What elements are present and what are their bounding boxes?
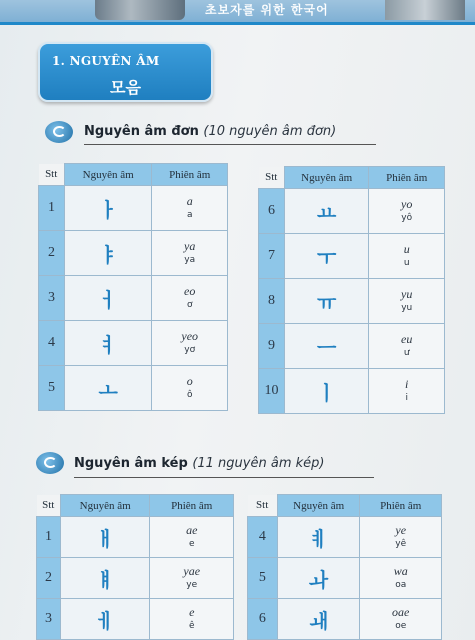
vietnamese-reading: yô (401, 212, 413, 223)
table-row (259, 189, 445, 234)
vietnamese-reading: ư (403, 347, 410, 358)
pronunciation-cell (369, 324, 445, 369)
pronunciation-cell (152, 186, 228, 231)
pronunciation-cell (369, 279, 445, 324)
vietnamese-reading: yê (395, 538, 407, 549)
row-number: 9 (259, 324, 285, 369)
romanization: yae (183, 564, 201, 579)
vietnamese-reading: ye (186, 579, 198, 590)
table-row (37, 599, 234, 640)
compound-vowels-heading (74, 456, 324, 471)
vowel-letter: ㅣ (284, 369, 369, 414)
vietnamese-reading: e (188, 538, 195, 549)
table-header-row (37, 495, 234, 517)
vietnamese-reading: yơ (184, 344, 196, 355)
pronunciation-cell (150, 558, 234, 599)
romanization: e (189, 605, 195, 620)
vowel-letter: ㅐ (60, 517, 150, 558)
column-header-pronunciation: Phiên âm (360, 495, 442, 517)
simple-vowel-table-right (258, 166, 445, 414)
table-row (259, 279, 445, 324)
pronunciation-cell (152, 321, 228, 366)
vietnamese-reading: oe (395, 620, 407, 631)
column-header-pronunciation: Phiên âm (150, 495, 234, 517)
top-divider (0, 22, 475, 25)
row-number: 3 (39, 276, 65, 321)
vowel-letter: ㅑ (64, 231, 152, 276)
simple-vowels-count: (10 nguyên âm đơn) (203, 124, 337, 139)
pronunciation-cell (360, 599, 442, 640)
romanization: yu (401, 287, 413, 302)
section-number-title: 1. NGUYÊN ÂM (52, 54, 160, 68)
table-row (39, 321, 228, 366)
column-header-stt: Stt (248, 495, 278, 517)
row-number: 10 (259, 369, 285, 414)
compound-vowel-table-right (247, 494, 442, 640)
vietnamese-reading: oa (395, 579, 407, 590)
romanization: i (405, 377, 409, 392)
table-row (248, 558, 442, 599)
vowel-letter: ㅛ (284, 189, 369, 234)
vowel-letter: ㅘ (277, 558, 360, 599)
romanization: oae (392, 605, 410, 620)
vietnamese-reading: ya (184, 254, 196, 265)
column-header-vowel: Nguyên âm (277, 495, 360, 517)
romanization: o (186, 374, 193, 389)
table-row (259, 369, 445, 414)
compound-vowels-title: Nguyên âm kép (74, 456, 188, 471)
compound-vowels-underline (74, 477, 374, 478)
column-header-pronunciation: Phiên âm (152, 164, 228, 186)
table-row (248, 599, 442, 640)
pronunciation-cell (369, 189, 445, 234)
vowel-letter: ㅏ (64, 186, 152, 231)
table-row (259, 324, 445, 369)
table-header-row (248, 495, 442, 517)
vietnamese-reading: ơ (186, 299, 193, 310)
column-header-vowel: Nguyên âm (64, 164, 152, 186)
row-number: 3 (37, 599, 61, 640)
vietnamese-reading: ê (188, 620, 195, 631)
vowel-letter: ㅖ (277, 517, 360, 558)
table-row (37, 558, 234, 599)
simple-vowels-heading (84, 124, 336, 139)
row-number: 6 (248, 599, 278, 640)
vietnamese-reading: a (186, 209, 193, 220)
table-row (39, 186, 228, 231)
globe-icon (36, 450, 66, 476)
banner-photo-left (95, 0, 185, 20)
swirl-icon (45, 119, 75, 145)
vowel-letter: ㅙ (277, 599, 360, 640)
table-row (259, 234, 445, 279)
romanization: eo (184, 284, 196, 299)
simple-vowels-underline (84, 144, 376, 145)
simple-vowels-title: Nguyên âm đơn (84, 124, 199, 139)
top-banner (0, 0, 475, 22)
vowel-letter: ㅜ (284, 234, 369, 279)
table-header-row (259, 167, 445, 189)
vowel-letter: ㅠ (284, 279, 369, 324)
simple-vowel-table-left (38, 163, 228, 411)
pronunciation-cell (150, 599, 234, 640)
pronunciation-cell (369, 369, 445, 414)
table-row (37, 517, 234, 558)
romanization: a (186, 194, 193, 209)
romanization: ya (184, 239, 196, 254)
column-header-stt: Stt (37, 495, 61, 517)
pronunciation-cell (369, 234, 445, 279)
vowel-letter: ㅗ (64, 366, 152, 411)
pronunciation-cell (152, 366, 228, 411)
vietnamese-reading: yu (401, 302, 413, 313)
romanization: yeo (181, 329, 199, 344)
row-number: 5 (39, 366, 65, 411)
table-row (39, 366, 228, 411)
row-number: 6 (259, 189, 285, 234)
vietnamese-reading: u (403, 257, 410, 268)
pronunciation-cell (360, 558, 442, 599)
romanization: ae (186, 523, 198, 538)
row-number: 8 (259, 279, 285, 324)
vowel-letter: ㅕ (64, 321, 152, 366)
table-row (248, 517, 442, 558)
compound-vowel-table-left (36, 494, 234, 640)
pronunciation-cell (152, 231, 228, 276)
vowel-letter: ㅒ (60, 558, 150, 599)
column-header-pronunciation: Phiên âm (369, 167, 445, 189)
row-number: 1 (39, 186, 65, 231)
column-header-stt: Stt (259, 167, 285, 189)
column-header-vowel: Nguyên âm (60, 495, 150, 517)
banner-photo-right (385, 0, 465, 20)
vietnamese-reading: ô (186, 389, 193, 400)
vietnamese-reading: i (405, 392, 408, 403)
table-row (39, 276, 228, 321)
row-number: 7 (259, 234, 285, 279)
pronunciation-cell (152, 276, 228, 321)
column-header-vowel: Nguyên âm (284, 167, 369, 189)
table-row (39, 231, 228, 276)
book-subtitle: 초보자를 위한 한국어 (205, 3, 329, 17)
romanization: ye (395, 523, 407, 538)
vowel-letter: ㅡ (284, 324, 369, 369)
row-number: 2 (39, 231, 65, 276)
compound-vowels-count: (11 nguyên âm kép) (192, 456, 325, 471)
romanization: u (403, 242, 410, 257)
vowel-letter: ㅓ (64, 276, 152, 321)
row-number: 2 (37, 558, 61, 599)
section-korean-title: 모음 (110, 78, 141, 97)
row-number: 4 (39, 321, 65, 366)
romanization: yo (401, 197, 413, 212)
column-header-stt: Stt (39, 164, 65, 186)
romanization: eu (401, 332, 413, 347)
section-heading (38, 42, 213, 102)
row-number: 1 (37, 517, 61, 558)
pronunciation-cell (360, 517, 442, 558)
row-number: 5 (248, 558, 278, 599)
table-header-row (39, 164, 228, 186)
row-number: 4 (248, 517, 278, 558)
pronunciation-cell (150, 517, 234, 558)
romanization: wa (393, 564, 408, 579)
vowel-letter: ㅔ (60, 599, 150, 640)
